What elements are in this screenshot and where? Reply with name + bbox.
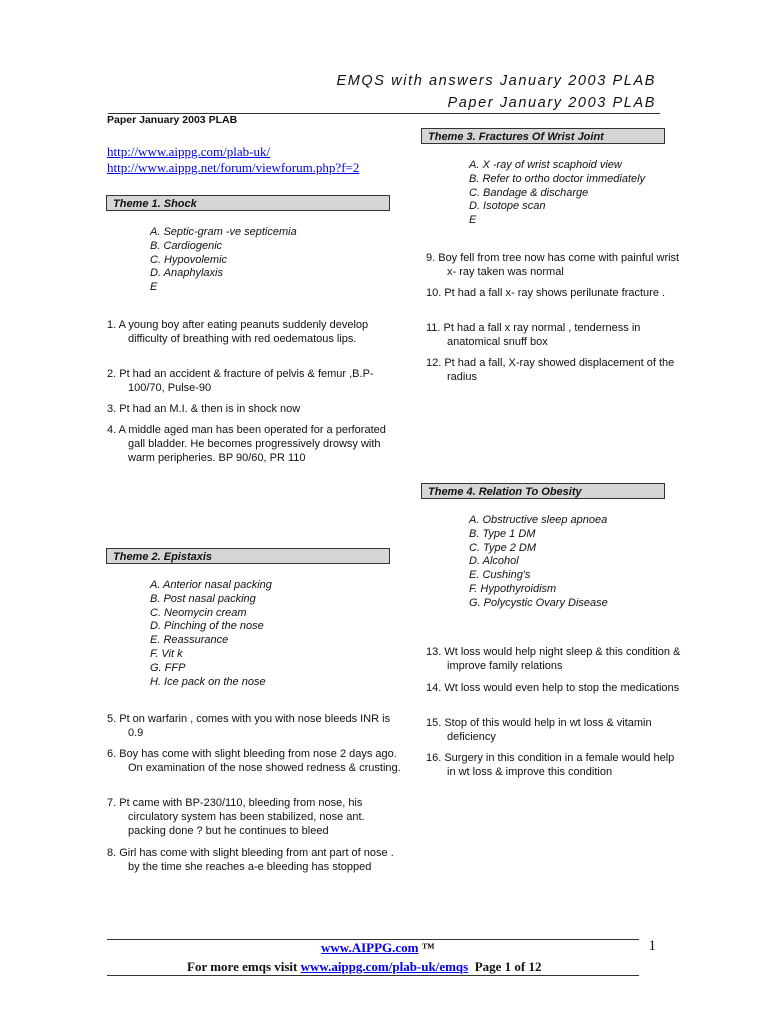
footer-emqs-link[interactable]: www.aippg.com/plab-uk/emqs (300, 959, 469, 974)
footer-more-line (187, 959, 542, 975)
link-plab-uk[interactable]: http://www.aippg.com/plab-uk/ (107, 144, 271, 159)
theme3-heading: Theme 3. Fractures Of Wrist Joint (421, 128, 665, 144)
running-header-title: EMQS with answers January 2003 PLAB (336, 73, 656, 89)
option-item: E (150, 281, 158, 294)
question-12: 12. Pt had a fall, X-ray showed displacement of the radius (426, 357, 675, 383)
question-7: 7. Pt came with BP-230/110, bleeding from nose, his circulatory system has been stabilized, nose ant. packing done ? but he continues to bleed (107, 797, 365, 837)
option-item: A. Anterior nasal packing (150, 579, 272, 591)
question-16: 16. Surgery in this condition in a female would help in wt loss & improve this condition (426, 752, 675, 778)
question-9: 9. Boy fell from tree now has come with painful wrist x- ray taken was normal (426, 252, 680, 278)
option-item: D. Alcohol (469, 555, 519, 568)
option-item: E. Reassurance (150, 634, 229, 647)
paper-title: Paper January 2003 PLAB (107, 114, 238, 126)
footer-more-text: For more emqs visit (187, 959, 301, 974)
theme2-options (150, 579, 272, 689)
option-item: C. Hypovolemic (150, 253, 228, 266)
theme3-options (469, 159, 645, 228)
question-6: 6. Boy has come with slight bleeding from nose 2 days ago. On examination of the nose showed redness & crusting. (107, 748, 401, 774)
question-3: 3. Pt had an M.I. & then is in shock now (107, 403, 301, 415)
option-item: B. Cardiogenic (150, 239, 223, 252)
option-item: C. Neomycin cream (150, 606, 247, 619)
theme1-options (150, 226, 297, 295)
question-5: 5. Pt on warfarin , comes with you with nose bleeds INR is 0.9 (107, 713, 391, 739)
question-14: 14. Wt loss would even help to stop the medications (426, 682, 680, 694)
option-item: G. Polycystic Ovary Disease (469, 596, 608, 609)
question-4: 4. A middle aged man has been operated for a perforated gall bladder. He becomes progressively drowsy with warm peripheries. BP 90/60, PR 110 (107, 424, 386, 464)
option-item: C. Bandage & discharge (469, 186, 589, 199)
option-item: A. Obstructive sleep apnoea (469, 514, 608, 526)
footer-page-count: Page 1 of 12 (474, 959, 542, 974)
theme2-heading: Theme 2. Epistaxis (106, 548, 390, 564)
footer-site-link[interactable]: www.AIPPG.com (321, 940, 419, 955)
theme4-heading: Theme 4. Relation To Obesity (421, 483, 665, 499)
option-item: G. FFP (150, 661, 186, 674)
footer-site-line (321, 940, 435, 956)
option-item: E. Cushing's (469, 569, 531, 582)
running-header-subtitle: Paper January 2003 PLAB (447, 95, 656, 111)
option-item: B. Post nasal packing (150, 592, 256, 605)
option-item: D. Anaphylaxis (150, 267, 223, 280)
question-15: 15. Stop of this would help in wt loss & vitamin deficiency (426, 717, 652, 743)
option-item: F. Vit k (150, 647, 183, 660)
option-item: A. Septic-gram -ve septicemia (150, 226, 297, 238)
question-1: 1. A young boy after eating peanuts suddenly develop difficulty of breathing with red oedematous lips. (107, 319, 369, 345)
theme4-options (469, 514, 608, 611)
link-forum[interactable]: http://www.aippg.net/forum/viewforum.php?f=2 (107, 160, 360, 175)
option-item: D. Pinching of the nose (150, 620, 264, 633)
trademark-symbol: ™ (418, 940, 435, 955)
option-item: A. X -ray of wrist scaphoid view (469, 159, 622, 171)
page-number: 1 (648, 938, 656, 954)
option-item: F. Hypothyroidism (469, 582, 557, 595)
option-item: B. Refer to ortho doctor immediately (469, 172, 646, 185)
footer-rule-bottom (107, 975, 639, 976)
theme1-heading: Theme 1. Shock (106, 195, 390, 211)
question-2: 2. Pt had an accident & fracture of pelvis & femur ,B.P-100/70, Pulse-90 (107, 368, 374, 394)
option-item: H. Ice pack on the nose (150, 675, 266, 688)
question-11: 11. Pt had a fall x ray normal , tenderness in anatomical snuff box (426, 322, 641, 348)
option-item: D. Isotope scan (469, 200, 546, 213)
question-10: 10. Pt had a fall x- ray shows perilunate fracture . (426, 287, 666, 299)
link-list (107, 144, 359, 176)
question-8: 8. Girl has come with slight bleeding from ant part of nose . by the time she reaches a-e bleeding has stopped (107, 847, 394, 873)
question-13: 13. Wt loss would help night sleep & this condition & improve family relations (426, 646, 681, 672)
option-item: B. Type 1 DM (469, 527, 536, 540)
option-item: E (469, 214, 477, 227)
option-item: C. Type 2 DM (469, 541, 537, 554)
